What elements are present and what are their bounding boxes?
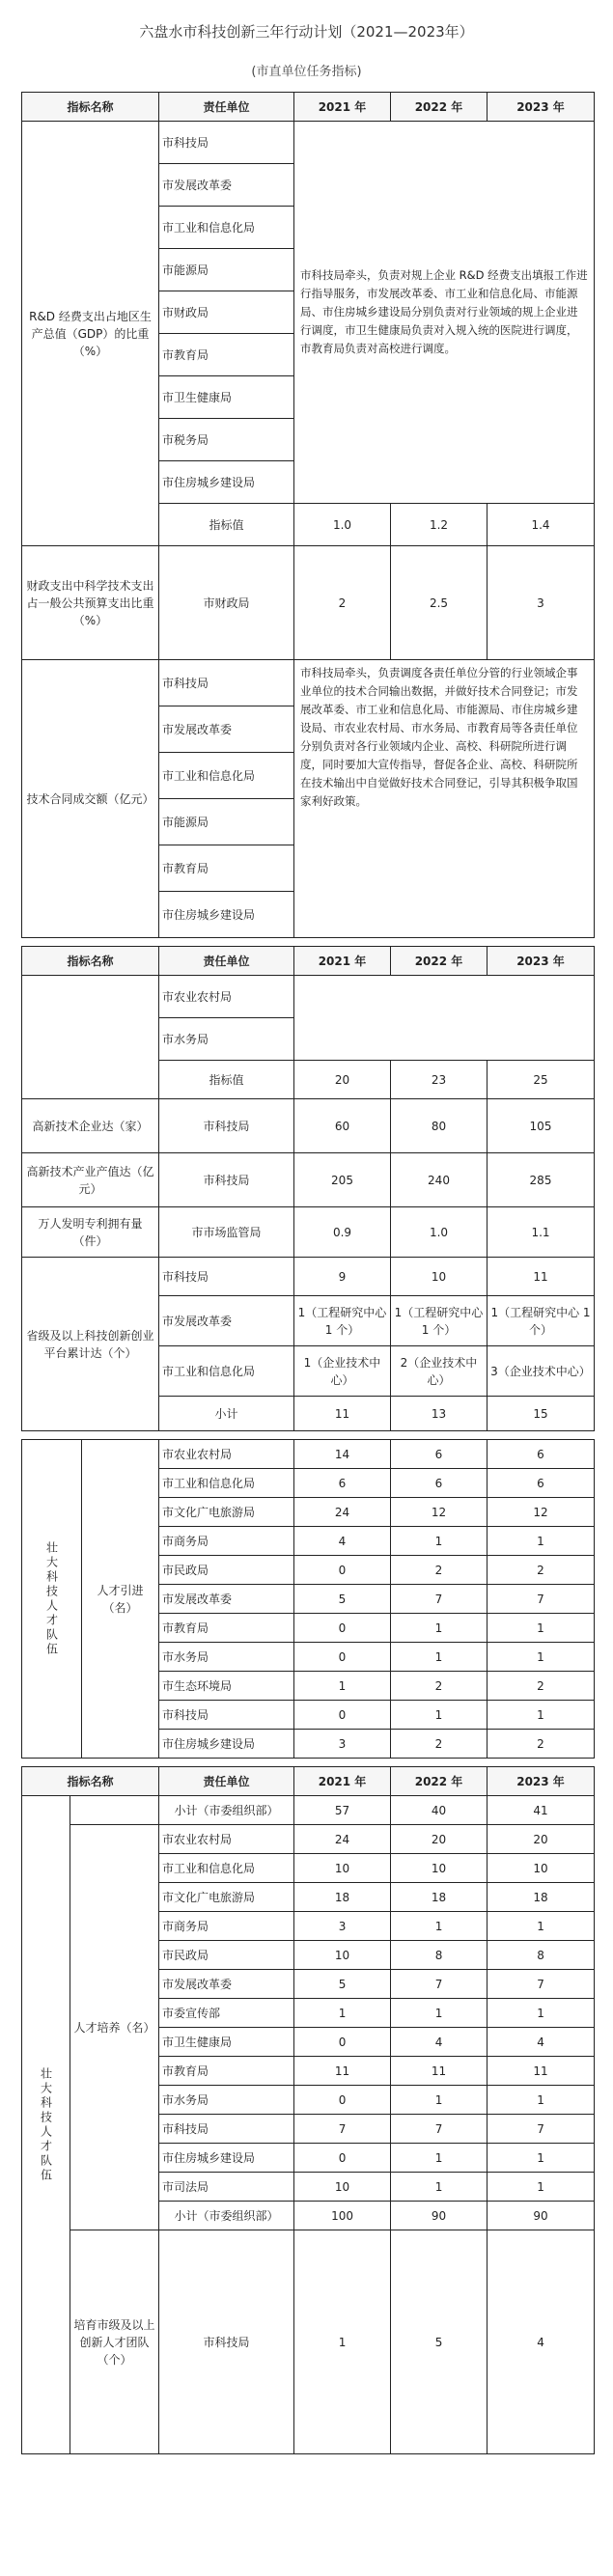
fiscal-2022: 2.5	[391, 546, 488, 660]
platform-unit: 市科技局	[159, 1258, 294, 1296]
platform-unit: 市发展改革委	[159, 1296, 294, 1346]
talent-train-subtotal-label: 小计（市委组织部）	[159, 2202, 294, 2230]
hitech-val-2022: 240	[391, 1153, 488, 1207]
talent-train-value: 10	[294, 2173, 391, 2202]
header-2023: 2023 年	[488, 1767, 595, 1796]
talent-train-value: 10	[294, 1854, 391, 1883]
contract-unit: 市发展改革委	[159, 706, 294, 753]
table-row	[22, 1258, 595, 1296]
contract-unit: 市农业农村局	[159, 976, 294, 1018]
talent-train-value: 4	[391, 2028, 488, 2057]
table-row	[22, 1207, 595, 1258]
header-2023: 2023 年	[488, 947, 595, 976]
talent-intro-value: 6	[488, 1469, 595, 1498]
talent-intro-value: 2	[391, 1672, 488, 1701]
table-header-row	[22, 1767, 595, 1796]
platform-value: 11	[488, 1258, 595, 1296]
talent-intro-value: 1	[488, 1643, 595, 1672]
talent-train-value: 24	[294, 1825, 391, 1854]
fiscal-unit: 市财政局	[159, 546, 294, 660]
talent-intro-unit: 市文化广电旅游局	[159, 1498, 294, 1527]
talent-intro-unit: 市民政局	[159, 1556, 294, 1585]
platform-value: 1（工程研究中心 1 个）	[294, 1296, 391, 1346]
talent-intro-value: 0	[294, 1614, 391, 1643]
talent-intro-subtotal-label: 小计（市委组织部）	[159, 1796, 294, 1825]
platform-value: 3（企业技术中心）	[488, 1346, 595, 1397]
table-row	[22, 2230, 595, 2454]
talent-intro-value: 24	[294, 1498, 391, 1527]
talent-intro-value: 6	[391, 1469, 488, 1498]
talent-train-value: 18	[488, 1883, 595, 1912]
contract-unit: 市科技局	[159, 660, 294, 706]
talent-train-value: 8	[391, 1941, 488, 1970]
rd-unit: 市税务局	[159, 419, 294, 461]
talent-train-value: 0	[294, 2028, 391, 2057]
talent-train-body	[22, 1767, 595, 2454]
platform-value: 10	[391, 1258, 488, 1296]
talent-train-value: 1	[488, 1999, 595, 2028]
talent-train-value: 1	[391, 1999, 488, 2028]
rd-unit: 市科技局	[159, 122, 294, 164]
talent-train-value: 7	[488, 2115, 595, 2144]
talent-intro-value: 1	[391, 1643, 488, 1672]
header-2023: 2023 年	[488, 93, 595, 122]
talent-train-value: 10	[294, 1941, 391, 1970]
talent-intro-value: 1	[294, 1672, 391, 1701]
talent-intro-unit: 市生态环境局	[159, 1672, 294, 1701]
platform-subtotal-label: 小计	[159, 1397, 294, 1431]
talent-intro-unit: 市工业和信息化局	[159, 1469, 294, 1498]
talent-team-label: 培育市级及以上创新人才团队（个）	[70, 2230, 159, 2454]
talent-intro-value: 7	[391, 1585, 488, 1614]
platform-value: 1（企业技术中心）	[294, 1346, 391, 1397]
hitech-ent-unit: 市科技局	[159, 1099, 294, 1153]
platform-value: 1（工程研究中心 1 个）	[488, 1296, 595, 1346]
table-row	[22, 1099, 595, 1153]
rd-note: 市科技局牵头，负责对规上企业 R&D 经费支出填报工作进行指导服务，市发展改革委、市工业和信息化局、市能源局、市住房城乡建设局分别负责对行业领域的规上企业进行调度，市卫生健康局负责对入规入统的医院进行调度，市教育局负责对高校进行调度。	[294, 122, 595, 504]
platform-value: 9	[294, 1258, 391, 1296]
talent-intro-value: 0	[294, 1643, 391, 1672]
talent-indicator-name: 壮大科技人才队伍	[22, 1796, 70, 2454]
talent-train-unit: 市委宣传部	[159, 1999, 294, 2028]
talent-intro-value: 6	[391, 1440, 488, 1469]
talent-intro-value: 1	[488, 1527, 595, 1556]
talent-team-unit: 市科技局	[159, 2230, 294, 2454]
table-block-3	[21, 1439, 595, 1759]
document-title: 六盘水市科技创新三年行动计划（2021—2023年）	[139, 23, 474, 41]
rd-indicator-name: R&D 经费支出占地区生产总值（GDP）的比重（%）	[22, 122, 159, 546]
header-unit: 责任单位	[159, 1767, 294, 1796]
table-header-row	[22, 93, 595, 122]
talent-train-subtotal: 90	[391, 2202, 488, 2230]
header-2022: 2022 年	[391, 947, 488, 976]
rd-unit: 市财政局	[159, 291, 294, 334]
talent-intro-value: 12	[488, 1498, 595, 1527]
talent-train-unit: 市工业和信息化局	[159, 1854, 294, 1883]
platform-value: 1（工程研究中心 1 个）	[391, 1296, 488, 1346]
talent-train-value: 10	[391, 1854, 488, 1883]
rd-unit: 市发展改革委	[159, 164, 294, 207]
header-2022: 2022 年	[391, 93, 488, 122]
table-row	[22, 976, 595, 1018]
talent-train-unit: 市民政局	[159, 1941, 294, 1970]
header-indicator: 指标名称	[22, 1767, 159, 1796]
talent-train-value: 7	[488, 1970, 595, 1999]
contract-target-2023: 25	[488, 1061, 595, 1099]
talent-train-unit: 市商务局	[159, 1912, 294, 1941]
talent-train-value: 11	[488, 2057, 595, 2086]
talent-intro-value: 14	[294, 1440, 391, 1469]
talent-train-value: 8	[488, 1941, 595, 1970]
talent-intro-value: 12	[391, 1498, 488, 1527]
patent-2021: 0.9	[294, 1207, 391, 1258]
platform-unit: 市工业和信息化局	[159, 1346, 294, 1397]
table-block-1	[21, 92, 595, 938]
talent-intro-label: 人才引进（名）	[82, 1440, 159, 1759]
talent-train-label: 人才培养（名）	[70, 1825, 159, 2230]
talent-train-value: 1	[294, 1999, 391, 2028]
talent-train-value: 1	[488, 2173, 595, 2202]
hitech-ent-name: 高新技术企业达（家）	[22, 1099, 159, 1153]
rd-unit: 市卫生健康局	[159, 376, 294, 419]
talent-intro-value: 6	[294, 1469, 391, 1498]
contract-indicator-name: 技术合同成交额（亿元）	[22, 660, 159, 938]
talent-train-value: 7	[391, 1970, 488, 1999]
contract-unit: 市水务局	[159, 1018, 294, 1061]
talent-intro-value: 2	[391, 1730, 488, 1759]
talent-train-value: 20	[488, 1825, 595, 1854]
fiscal-2021: 2	[294, 546, 391, 660]
talent-intro-value: 1	[391, 1527, 488, 1556]
table-row	[22, 546, 595, 660]
hitech-val-2023: 285	[488, 1153, 595, 1207]
talent-indicator-name: 壮大科技人才队伍	[22, 1440, 82, 1759]
rd-target-2022: 1.2	[391, 504, 488, 546]
talent-train-value: 4	[488, 2028, 595, 2057]
talent-train-unit: 市农业农村局	[159, 1825, 294, 1854]
talent-intro-continued	[70, 1796, 159, 1825]
talent-train-value: 1	[391, 1912, 488, 1941]
talent-intro-value: 1	[391, 1614, 488, 1643]
rd-target-label: 指标值	[159, 504, 294, 546]
talent-train-value: 5	[294, 1970, 391, 1999]
contract-target-2021: 20	[294, 1061, 391, 1099]
talent-intro-value: 0	[294, 1556, 391, 1585]
patent-unit: 市市场监管局	[159, 1207, 294, 1258]
talent-train-unit: 市文化广电旅游局	[159, 1883, 294, 1912]
talent-train-value: 0	[294, 2144, 391, 2173]
talent-intro-value: 2	[488, 1672, 595, 1701]
rd-target-2023: 1.4	[488, 504, 595, 546]
platform-subtotal: 15	[488, 1397, 595, 1431]
talent-intro-value: 2	[391, 1556, 488, 1585]
hitech-val-unit: 市科技局	[159, 1153, 294, 1207]
talent-train-unit: 市水务局	[159, 2086, 294, 2115]
table-row	[22, 1440, 595, 1469]
talent-train-unit: 市卫生健康局	[159, 2028, 294, 2057]
talent-intro-unit: 市农业农村局	[159, 1440, 294, 1469]
talent-train-value: 3	[294, 1912, 391, 1941]
table-block-4	[21, 1766, 595, 2454]
talent-intro-subtotal: 57	[294, 1796, 391, 1825]
talent-train-value: 7	[391, 2115, 488, 2144]
platform-subtotal: 13	[391, 1397, 488, 1431]
talent-intro-unit: 市科技局	[159, 1701, 294, 1730]
talent-train-value: 1	[391, 2086, 488, 2115]
talent-intro-value: 1	[391, 1701, 488, 1730]
hitech-val-2021: 205	[294, 1153, 391, 1207]
talent-intro-value: 6	[488, 1440, 595, 1469]
talent-intro-value: 4	[294, 1527, 391, 1556]
table-row	[22, 122, 595, 164]
hitech-ent-2021: 60	[294, 1099, 391, 1153]
talent-train-value: 11	[294, 2057, 391, 2086]
contract-unit: 市能源局	[159, 799, 294, 845]
contract-target-label: 指标值	[159, 1061, 294, 1099]
fiscal-indicator-name: 财政支出中科学技术支出占一般公共预算支出比重（%）	[22, 546, 159, 660]
rd-unit: 市教育局	[159, 334, 294, 376]
header-2021: 2021 年	[294, 93, 391, 122]
talent-train-value: 1	[391, 2144, 488, 2173]
talent-train-value: 1	[488, 2144, 595, 2173]
talent-train-value: 18	[391, 1883, 488, 1912]
talent-intro-unit: 市住房城乡建设局	[159, 1730, 294, 1759]
talent-train-value: 1	[488, 2086, 595, 2115]
talent-train-subtotal: 90	[488, 2202, 595, 2230]
rd-unit: 市能源局	[159, 249, 294, 291]
talent-intro-unit: 市发展改革委	[159, 1585, 294, 1614]
patent-2022: 1.0	[391, 1207, 488, 1258]
header-indicator: 指标名称	[22, 93, 159, 122]
platform-value: 2（企业技术中心）	[391, 1346, 488, 1397]
table-row	[22, 1153, 595, 1207]
talent-intro-value: 3	[294, 1730, 391, 1759]
header-indicator: 指标名称	[22, 947, 159, 976]
talent-train-value: 0	[294, 2086, 391, 2115]
talent-team-value: 4	[488, 2230, 595, 2454]
talent-intro-body	[22, 1440, 595, 1759]
indicator-tables	[21, 92, 594, 2454]
talent-train-value: 1	[391, 2173, 488, 2202]
talent-team-value: 1	[294, 2230, 391, 2454]
contract-unit: 市住房城乡建设局	[159, 892, 294, 938]
header-2022: 2022 年	[391, 1767, 488, 1796]
table-header-row	[22, 947, 595, 976]
talent-intro-value: 1	[488, 1614, 595, 1643]
platform-subtotal: 11	[294, 1397, 391, 1431]
contract-target-2022: 23	[391, 1061, 488, 1099]
talent-intro-value: 2	[488, 1556, 595, 1585]
hitech-ent-2023: 105	[488, 1099, 595, 1153]
header-unit: 责任单位	[159, 947, 294, 976]
talent-intro-subtotal: 41	[488, 1796, 595, 1825]
talent-train-value: 18	[294, 1883, 391, 1912]
talent-train-unit: 市住房城乡建设局	[159, 2144, 294, 2173]
table-row	[22, 1796, 595, 1825]
talent-train-value: 7	[294, 2115, 391, 2144]
talent-team-value: 5	[391, 2230, 488, 2454]
talent-train-unit: 市科技局	[159, 2115, 294, 2144]
talent-train-value: 1	[488, 1912, 595, 1941]
fiscal-2023: 3	[488, 546, 595, 660]
patent-2023: 1.1	[488, 1207, 595, 1258]
talent-intro-value: 2	[488, 1730, 595, 1759]
rd-unit: 市工业和信息化局	[159, 207, 294, 249]
talent-intro-value: 1	[488, 1701, 595, 1730]
talent-intro-unit: 市教育局	[159, 1614, 294, 1643]
talent-train-unit: 市教育局	[159, 2057, 294, 2086]
talent-train-value: 20	[391, 1825, 488, 1854]
rd-target-2021: 1.0	[294, 504, 391, 546]
contract-unit: 市工业和信息化局	[159, 753, 294, 799]
talent-intro-value: 0	[294, 1701, 391, 1730]
contract-note: 市科技局牵头，负责调度各责任单位分管的行业领域企事业单位的技术合同输出数据，并做好技术合同登记；市发展改革委、市工业和信息化局、市能源局、市住房城乡建设局、市农业农村局、市水务局、市教育局等各责任单位分别负责对各行业领域内企业、高校、科研院所进行调度，同时要加大宣传指导，督促各企业、高校、科研院所在技术输出中自觉做好技术合同登记，引导其积极争取国家利好政策。	[294, 660, 595, 938]
talent-train-unit: 市司法局	[159, 2173, 294, 2202]
talent-train-unit: 市发展改革委	[159, 1970, 294, 1999]
talent-train-value: 11	[391, 2057, 488, 2086]
rd-unit: 市住房城乡建设局	[159, 461, 294, 504]
header-2021: 2021 年	[294, 947, 391, 976]
talent-intro-value: 7	[488, 1585, 595, 1614]
patent-name: 万人发明专利拥有量（件）	[22, 1207, 159, 1258]
talent-train-value: 10	[488, 1854, 595, 1883]
table-block-2	[21, 946, 595, 1431]
header-unit: 责任单位	[159, 93, 294, 122]
talent-intro-unit: 市商务局	[159, 1527, 294, 1556]
table-row	[22, 1825, 595, 1854]
hitech-ent-2022: 80	[391, 1099, 488, 1153]
talent-intro-unit: 市水务局	[159, 1643, 294, 1672]
table-row	[22, 660, 595, 706]
talent-intro-subtotal: 40	[391, 1796, 488, 1825]
talent-train-subtotal: 100	[294, 2202, 391, 2230]
platform-name: 省级及以上科技创新创业平台累计达（个）	[22, 1258, 159, 1431]
contract-note-continued	[294, 976, 595, 1061]
contract-unit: 市教育局	[159, 845, 294, 892]
document-subtitle: (市直单位任务指标)	[251, 65, 362, 79]
talent-intro-value: 5	[294, 1585, 391, 1614]
contract-continued	[22, 976, 159, 1099]
header-2021: 2021 年	[294, 1767, 391, 1796]
hitech-val-name: 高新技术产业产值达（亿元）	[22, 1153, 159, 1207]
